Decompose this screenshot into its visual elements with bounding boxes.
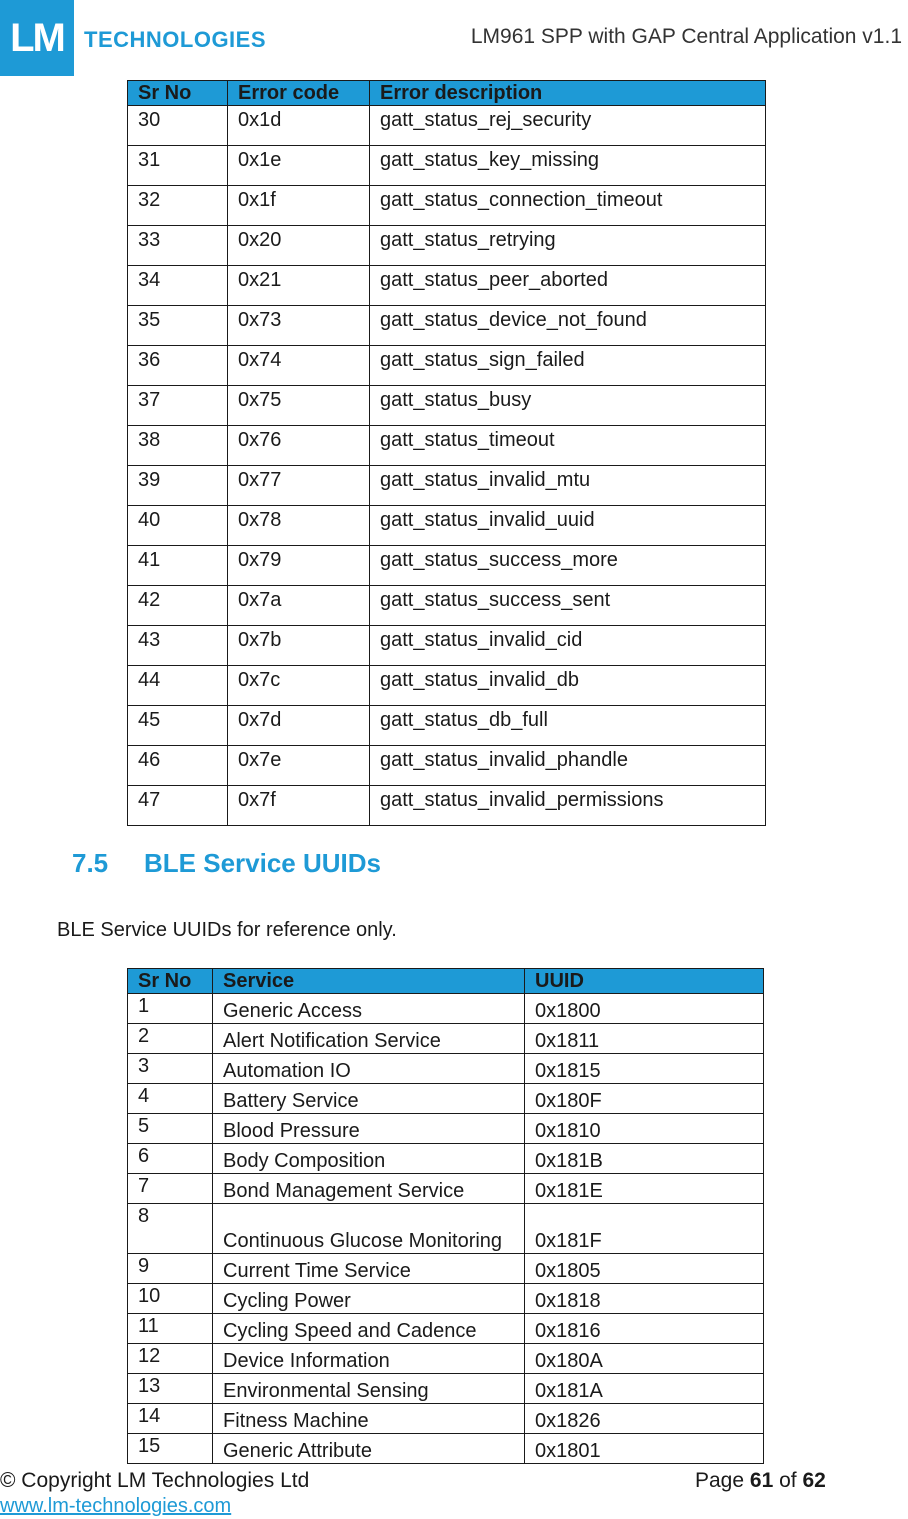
uuid-cell: 0x1816 — [525, 1314, 764, 1344]
error-description-cell: gatt_status_invalid_permissions — [370, 786, 766, 826]
error-table-row — [128, 186, 766, 226]
error-code-cell: 0x7a — [228, 586, 370, 626]
column-header-uuid: UUID — [525, 969, 764, 994]
sr-no-cell: 40 — [128, 506, 228, 546]
uuid-cell: 0x1811 — [525, 1024, 764, 1054]
uuid-table-row — [128, 1204, 764, 1254]
error-table-row — [128, 466, 766, 506]
sr-no-cell: 41 — [128, 546, 228, 586]
service-name-cell: Device Information — [213, 1344, 525, 1374]
sr-no-cell: 45 — [128, 706, 228, 746]
error-table-row — [128, 266, 766, 306]
sr-no-cell: 9 — [128, 1254, 213, 1284]
sr-no-cell: 34 — [128, 266, 228, 306]
page-of: of — [779, 1469, 797, 1492]
footer-website-link[interactable]: www.lm-technologies.com — [0, 1495, 232, 1517]
column-header-error-description: Error description — [370, 81, 766, 106]
uuid-table-row — [128, 1024, 764, 1054]
section-number: 7.5 — [72, 848, 109, 878]
sr-no-cell: 32 — [128, 186, 228, 226]
uuid-cell: 0x1818 — [525, 1284, 764, 1314]
error-table-row — [128, 346, 766, 386]
sr-no-cell: 11 — [128, 1314, 213, 1344]
sr-no-cell: 7 — [128, 1174, 213, 1204]
sr-no-cell: 12 — [128, 1344, 213, 1374]
sr-no-cell: 33 — [128, 226, 228, 266]
error-description-cell: gatt_status_invalid_phandle — [370, 746, 766, 786]
sr-no-cell: 42 — [128, 586, 228, 626]
error-description-cell: gatt_status_invalid_cid — [370, 626, 766, 666]
page-current: 61 — [749, 1469, 774, 1492]
error-table-row — [128, 746, 766, 786]
service-name-cell: Body Composition — [213, 1144, 525, 1174]
service-name-cell: Environmental Sensing — [213, 1374, 525, 1404]
error-table-row — [128, 106, 766, 146]
uuid-table-row — [128, 1114, 764, 1144]
error-code-cell: 0x1d — [228, 106, 370, 146]
sr-no-cell: 39 — [128, 466, 228, 506]
uuid-table-row — [128, 1434, 764, 1464]
error-table-row — [128, 626, 766, 666]
error-code-cell: 0x77 — [228, 466, 370, 506]
company-logo-text: TECHNOLOGIES — [84, 27, 267, 52]
uuid-table-row — [128, 1344, 764, 1374]
error-description-cell: gatt_status_db_full — [370, 706, 766, 746]
uuid-cell: 0x1815 — [525, 1054, 764, 1084]
error-description-cell: gatt_status_success_sent — [370, 586, 766, 626]
error-description-cell: gatt_status_device_not_found — [370, 306, 766, 346]
error-table-row — [128, 506, 766, 546]
section-intro-text: BLE Service UUIDs for reference only. — [57, 919, 397, 941]
column-header-sr-no: Sr No — [128, 969, 213, 994]
footer-page-number — [695, 1469, 826, 1493]
column-header-sr-no: Sr No — [128, 81, 228, 106]
service-name-cell: Current Time Service — [213, 1254, 525, 1284]
error-code-cell: 0x21 — [228, 266, 370, 306]
uuid-table-row — [128, 1254, 764, 1284]
service-name-cell: Cycling Speed and Cadence — [213, 1314, 525, 1344]
error-description-cell: gatt_status_peer_aborted — [370, 266, 766, 306]
error-code-cell: 0x79 — [228, 546, 370, 586]
error-table-row — [128, 546, 766, 586]
error-description-cell: gatt_status_success_more — [370, 546, 766, 586]
error-code-cell: 0x1f — [228, 186, 370, 226]
service-name-cell: Blood Pressure — [213, 1114, 525, 1144]
error-table-row — [128, 226, 766, 266]
sr-no-cell: 38 — [128, 426, 228, 466]
footer-copyright: © Copyright LM Technologies Ltd — [0, 1469, 310, 1492]
sr-no-cell: 2 — [128, 1024, 213, 1054]
sr-no-cell: 3 — [128, 1054, 213, 1084]
uuid-cell: 0x1810 — [525, 1114, 764, 1144]
sr-no-cell: 5 — [128, 1114, 213, 1144]
service-name-cell: Generic Access — [213, 994, 525, 1024]
sr-no-cell: 15 — [128, 1434, 213, 1464]
error-description-cell: gatt_status_timeout — [370, 426, 766, 466]
error-description-cell: gatt_status_invalid_uuid — [370, 506, 766, 546]
sr-no-cell: 13 — [128, 1374, 213, 1404]
error-table-row — [128, 786, 766, 826]
service-name-cell: Continuous Glucose Monitoring — [213, 1204, 525, 1254]
uuid-table-row — [128, 1284, 764, 1314]
error-code-cell: 0x76 — [228, 426, 370, 466]
error-description-cell: gatt_status_busy — [370, 386, 766, 426]
service-name-cell: Bond Management Service — [213, 1174, 525, 1204]
error-code-cell: 0x7b — [228, 626, 370, 666]
page-total: 62 — [802, 1469, 826, 1492]
uuid-cell: 0x181A — [525, 1374, 764, 1404]
uuid-table-row — [128, 1054, 764, 1084]
uuid-table-row — [128, 1084, 764, 1114]
error-description-cell: gatt_status_connection_timeout — [370, 186, 766, 226]
sr-no-cell: 10 — [128, 1284, 213, 1314]
error-table-row — [128, 706, 766, 746]
column-header-service: Service — [213, 969, 525, 994]
error-description-cell: gatt_status_key_missing — [370, 146, 766, 186]
error-description-cell: gatt_status_rej_security — [370, 106, 766, 146]
uuid-table-row — [128, 1404, 764, 1434]
error-table-row — [128, 306, 766, 346]
service-name-cell: Fitness Machine — [213, 1404, 525, 1434]
error-code-cell: 0x7e — [228, 746, 370, 786]
uuid-cell: 0x1800 — [525, 994, 764, 1024]
uuid-cell: 0x181B — [525, 1144, 764, 1174]
company-logo-mark: LM — [0, 0, 74, 76]
error-code-cell: 0x7c — [228, 666, 370, 706]
section-title: BLE Service UUIDs — [144, 848, 381, 878]
error-code-cell: 0x1e — [228, 146, 370, 186]
error-table-row — [128, 386, 766, 426]
sr-no-cell: 14 — [128, 1404, 213, 1434]
section-heading — [72, 848, 381, 879]
error-code-cell: 0x73 — [228, 306, 370, 346]
uuid-table-row — [128, 994, 764, 1024]
sr-no-cell: 43 — [128, 626, 228, 666]
error-code-cell: 0x7f — [228, 786, 370, 826]
sr-no-cell: 47 — [128, 786, 228, 826]
error-description-cell: gatt_status_retrying — [370, 226, 766, 266]
error-code-cell: 0x20 — [228, 226, 370, 266]
sr-no-cell: 44 — [128, 666, 228, 706]
uuid-cell: 0x1805 — [525, 1254, 764, 1284]
column-header-error-code: Error code — [228, 81, 370, 106]
error-description-cell: gatt_status_sign_failed — [370, 346, 766, 386]
uuid-cell: 0x1801 — [525, 1434, 764, 1464]
document-title: LM961 SPP with GAP Central Application v1.1 — [470, 25, 902, 48]
sr-no-cell: 37 — [128, 386, 228, 426]
error-description-cell: gatt_status_invalid_mtu — [370, 466, 766, 506]
error-code-cell: 0x74 — [228, 346, 370, 386]
uuid-cell: 0x180F — [525, 1084, 764, 1114]
sr-no-cell: 1 — [128, 994, 213, 1024]
ble-service-uuid-table — [127, 968, 764, 1464]
error-code-cell: 0x7d — [228, 706, 370, 746]
page-label: Page — [695, 1469, 745, 1492]
error-code-table — [127, 80, 766, 826]
uuid-table-row — [128, 1314, 764, 1344]
error-description-cell: gatt_status_invalid_db — [370, 666, 766, 706]
error-table-row — [128, 666, 766, 706]
service-name-cell: Generic Attribute — [213, 1434, 525, 1464]
service-name-cell: Automation IO — [213, 1054, 525, 1084]
uuid-cell: 0x181E — [525, 1174, 764, 1204]
uuid-cell: 0x180A — [525, 1344, 764, 1374]
error-table-header-row — [128, 81, 766, 106]
error-code-cell: 0x75 — [228, 386, 370, 426]
sr-no-cell: 31 — [128, 146, 228, 186]
uuid-table-header-row — [128, 969, 764, 994]
uuid-table-row — [128, 1374, 764, 1404]
uuid-cell: 0x1826 — [525, 1404, 764, 1434]
service-name-cell: Alert Notification Service — [213, 1024, 525, 1054]
service-name-cell: Cycling Power — [213, 1284, 525, 1314]
sr-no-cell: 46 — [128, 746, 228, 786]
error-code-cell: 0x78 — [228, 506, 370, 546]
error-table-row — [128, 586, 766, 626]
service-name-cell: Battery Service — [213, 1084, 525, 1114]
uuid-table-row — [128, 1174, 764, 1204]
error-table-row — [128, 146, 766, 186]
sr-no-cell: 4 — [128, 1084, 213, 1114]
error-table-row — [128, 426, 766, 466]
uuid-cell: 0x181F — [525, 1204, 764, 1254]
sr-no-cell: 36 — [128, 346, 228, 386]
sr-no-cell: 6 — [128, 1144, 213, 1174]
sr-no-cell: 8 — [128, 1204, 213, 1254]
sr-no-cell: 35 — [128, 306, 228, 346]
uuid-table-row — [128, 1144, 764, 1174]
sr-no-cell: 30 — [128, 106, 228, 146]
